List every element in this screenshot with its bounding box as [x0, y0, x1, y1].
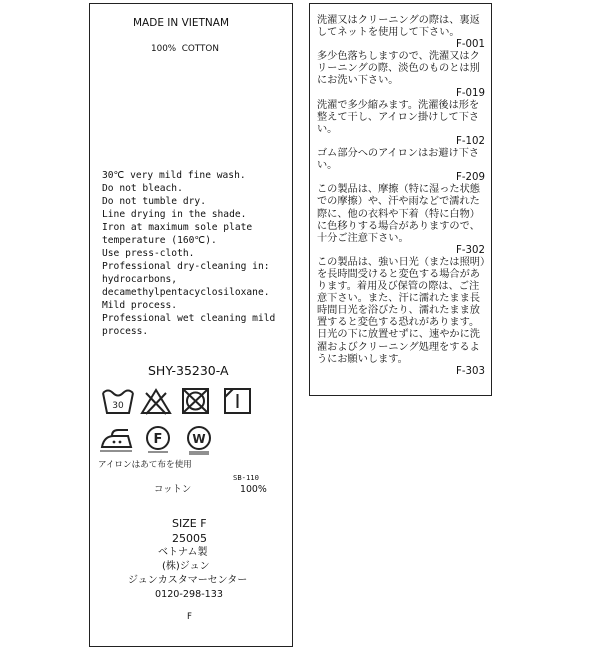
care-line: 30℃ very mild fine wash. [102, 170, 246, 181]
care-line: Do not bleach. [102, 183, 183, 194]
care-label-right [309, 3, 492, 396]
caution-block [317, 15, 487, 378]
care-line: Professional dry-cleaning in: [102, 261, 270, 272]
no-tumble-dry-icon [181, 387, 211, 415]
caution-code: F-302 [456, 244, 485, 256]
care-line: Mild process. [102, 300, 178, 311]
fabric-content: 100% COTTON [151, 44, 219, 54]
style-code: SHY-35230-A [148, 363, 229, 378]
caution-text: この製品は、強い日光（または照明）を長時間受けると変色する場合があります。着用及び保管の際は、ご注意下さい。また、汗に濡れたまま長時間日光を浴びたり、濡れたまま放置すると変色する恐れがあります。日光の下に放置せずに、速やかに洗濯およびクリーニング処理をするようにお願いします。 [317, 256, 486, 365]
jp-origin: ベトナム製 [158, 547, 208, 558]
wash-temp-text: 30 [112, 401, 124, 411]
customer-center: ジュンカスタマーセンター [128, 575, 248, 586]
care-line: Use press-cloth. [102, 248, 195, 259]
caution-text: 多少色落ちしますので、洗濯又はクリーニングの際、淡色のものとは別にお洗い下さい。 [317, 51, 480, 87]
caution-text: ゴム部分へのアイロンはお避け下さい。 [317, 148, 480, 172]
care-line: Line drying in the shade. [102, 209, 247, 220]
caution-text: 洗濯又はクリーニングの際は、裏返してネットを使用して下さい。 [317, 15, 480, 39]
dry-clean-letter: F [153, 432, 163, 447]
care-line: Iron at maximum sole plate [102, 222, 253, 233]
caution-code: F-303 [456, 365, 485, 377]
care-line: Professional wet cleaning mild [102, 313, 276, 324]
care-label-left [89, 3, 293, 647]
care-line: decamethylpentacyclosiloxane. [102, 287, 270, 298]
caution-text: 洗濯で多少縮みます。洗濯後は形を整えて干し、アイロン掛けして下さい。 [317, 99, 480, 135]
size-letter: F [187, 612, 192, 622]
caution-code: F-102 [456, 135, 485, 147]
jp-fabric-name: コットン [154, 484, 192, 495]
company-name: (株)ジュン [162, 561, 210, 572]
care-line: process. [102, 326, 149, 337]
caution-text: この製品は、摩擦（特に湿った状態での摩擦）や、汗や雨などで濡れた際に、他の衣料や下着（特に白物）に色移りする場合がありますので、十分ご注意下さい。 [317, 184, 480, 244]
iron-note: アイロンはあて布を使用 [98, 460, 192, 470]
lot-number: 25005 [172, 532, 207, 545]
size-text: SIZE F [172, 517, 207, 530]
caution-code: F-209 [456, 172, 485, 184]
caution-code: F-019 [456, 87, 485, 99]
care-line: temperature (160℃). [102, 235, 217, 246]
sb-code: SB-110 [233, 473, 259, 482]
care-line: hydrocarbons, [102, 274, 178, 285]
line-dry-shade-icon [223, 387, 253, 415]
made-in-text: MADE IN VIETNAM [133, 17, 230, 29]
care-line: Do not tumble dry. [102, 196, 206, 207]
wash-30-icon [101, 387, 135, 415]
no-bleach-icon [140, 387, 172, 415]
iron-medium-icon [98, 427, 136, 453]
dry-clean-f-icon [145, 425, 173, 453]
wet-clean-w-icon [185, 425, 215, 455]
jp-fabric-percent: 100% [240, 484, 267, 495]
wet-clean-letter: W [192, 432, 206, 446]
phone-number: 0120-298-133 [155, 589, 223, 600]
caution-code: F-001 [456, 39, 485, 51]
